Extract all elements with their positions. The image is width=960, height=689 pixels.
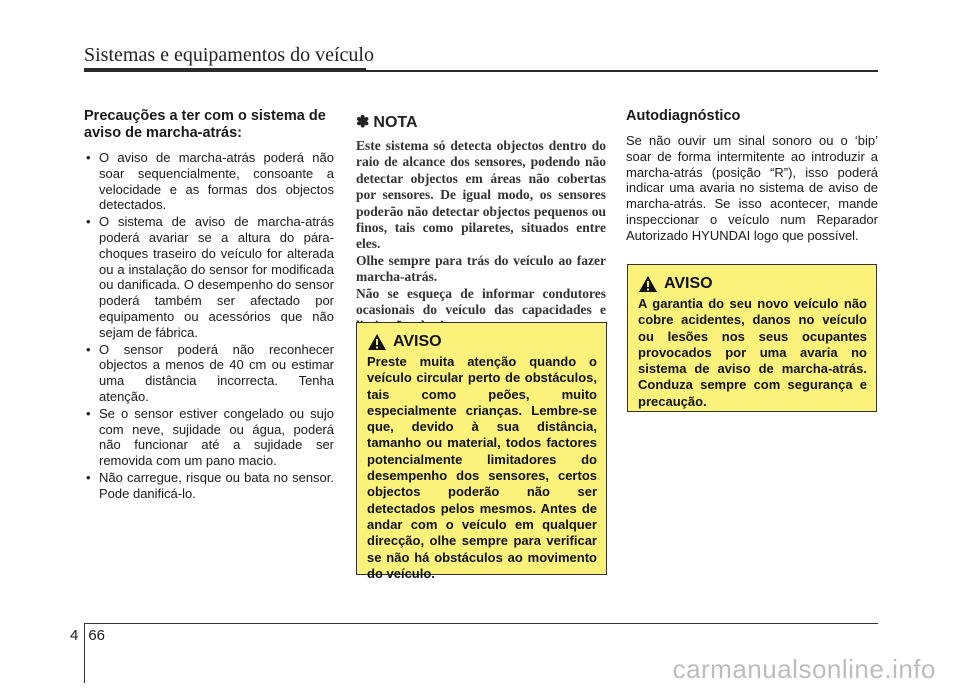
self-diagnosis-text: Se não ouvir um sinal sonoro ou o ‘bip’ soar de forma intermitente ao introduzir a marcha-atrás (posição “R”), isso poderá indicar uma avaria no sistema de aviso de marcha-atrás. Se isso acontecer, mande inspeccionar o veículo num Reparador Autorizado HYUNDAI logo que possível. [626, 133, 878, 243]
note-title: NOTA [373, 114, 418, 131]
list-item: • O sensor poderá não reconhecer objectos a menos de 40 cm ou estimar uma distância incorrecta. Tenha atenção. [84, 342, 334, 405]
note-paragraph: Não se esqueça de informar condutores ocasionais do veículo das capacidades e [356, 285, 606, 318]
page-number-value: 66 [88, 627, 106, 644]
warning-box-warranty [627, 264, 877, 412]
header-rule-thick [84, 68, 366, 72]
precautions-list [84, 150, 334, 502]
self-diagnosis-heading: Autodiagnóstico [626, 108, 741, 124]
watermark: carmanualsonline.info [672, 654, 936, 684]
list-item: • Não carregue, risque ou bata no sensor. Pode danificá-lo. [84, 470, 334, 502]
note-heading [356, 112, 606, 132]
note-paragraph: Olhe sempre para trás do veículo ao fazer marcha-atrás. [356, 252, 606, 285]
warning-box-obstacles [356, 322, 607, 581]
precautions-heading: Precauções a ter com o sistema de aviso de marcha-atrás: [84, 108, 326, 141]
warning-header [367, 333, 597, 351]
warning-triangle-icon [638, 275, 658, 293]
column-precautions [84, 108, 334, 503]
warning-text: A garantia do seu novo veículo não cobre acidentes, danos no veículo ou lesões nos seus ocupantes provocados por uma avaria no sistema de aviso de marcha-atrás. Conduza sempre com segurança e precaução. [638, 296, 867, 409]
column-self-diagnosis [626, 108, 878, 244]
footer-rule [84, 623, 878, 624]
warning-triangle-icon [367, 333, 387, 351]
note-star-icon: ✽ [356, 114, 370, 131]
list-item: • O sistema de aviso de marcha-atrás poderá avariar se a altura do pára-choques traseiro do veículo for alterada ou a instalação do sensor for modificada ou danificada. O desempenho do sensor poderá também ser afectado por equipamento ou acessórios que não sejam de fábrica. [84, 214, 334, 340]
list-item: • O aviso de marcha-atrás poderá não soar sequencialmente, consoante a velocidade e as formas dos objectos detectados. [84, 150, 334, 213]
warning-title: AVISO [664, 275, 713, 292]
page-number [70, 627, 105, 644]
warning-title: AVISO [393, 333, 442, 350]
column-note [356, 108, 606, 335]
warning-text: Preste muita atenção quando o veículo circular perto de obstáculos, tais como peões, muito especialmente crianças. Lembre-se que, devido à sua distância, tamanho ou material, todos factores potencialmente limitadores do desempenho dos sensores, certos objectos poderão não ser detectados pelos mesmos. Antes de andar com o veículo em qualquer direcção, olhe sempre para verificar se não há obstáculos ao movimento do veículo. [367, 354, 597, 581]
list-item: • Se o sensor estiver congelado ou sujo com neve, sujidade ou água, poderá não funcionar até a sujidade ser removida com um pano macio. [84, 406, 334, 469]
page-header-title: Sistemas e equipamentos do veículo [84, 44, 374, 66]
note-paragraph: Este sistema só detecta objectos dentro do raio de alcance dos sensores, podendo não detectar objectos em áreas não cobertas por sensores. De igual modo, os sensores poderão não detectar objectos pequenos ou finos, tais como pilaretes, situados entre eles. [356, 138, 606, 252]
chapter-number: 4 [70, 627, 79, 644]
header-rule-thin [366, 70, 878, 72]
warning-header [638, 275, 867, 293]
